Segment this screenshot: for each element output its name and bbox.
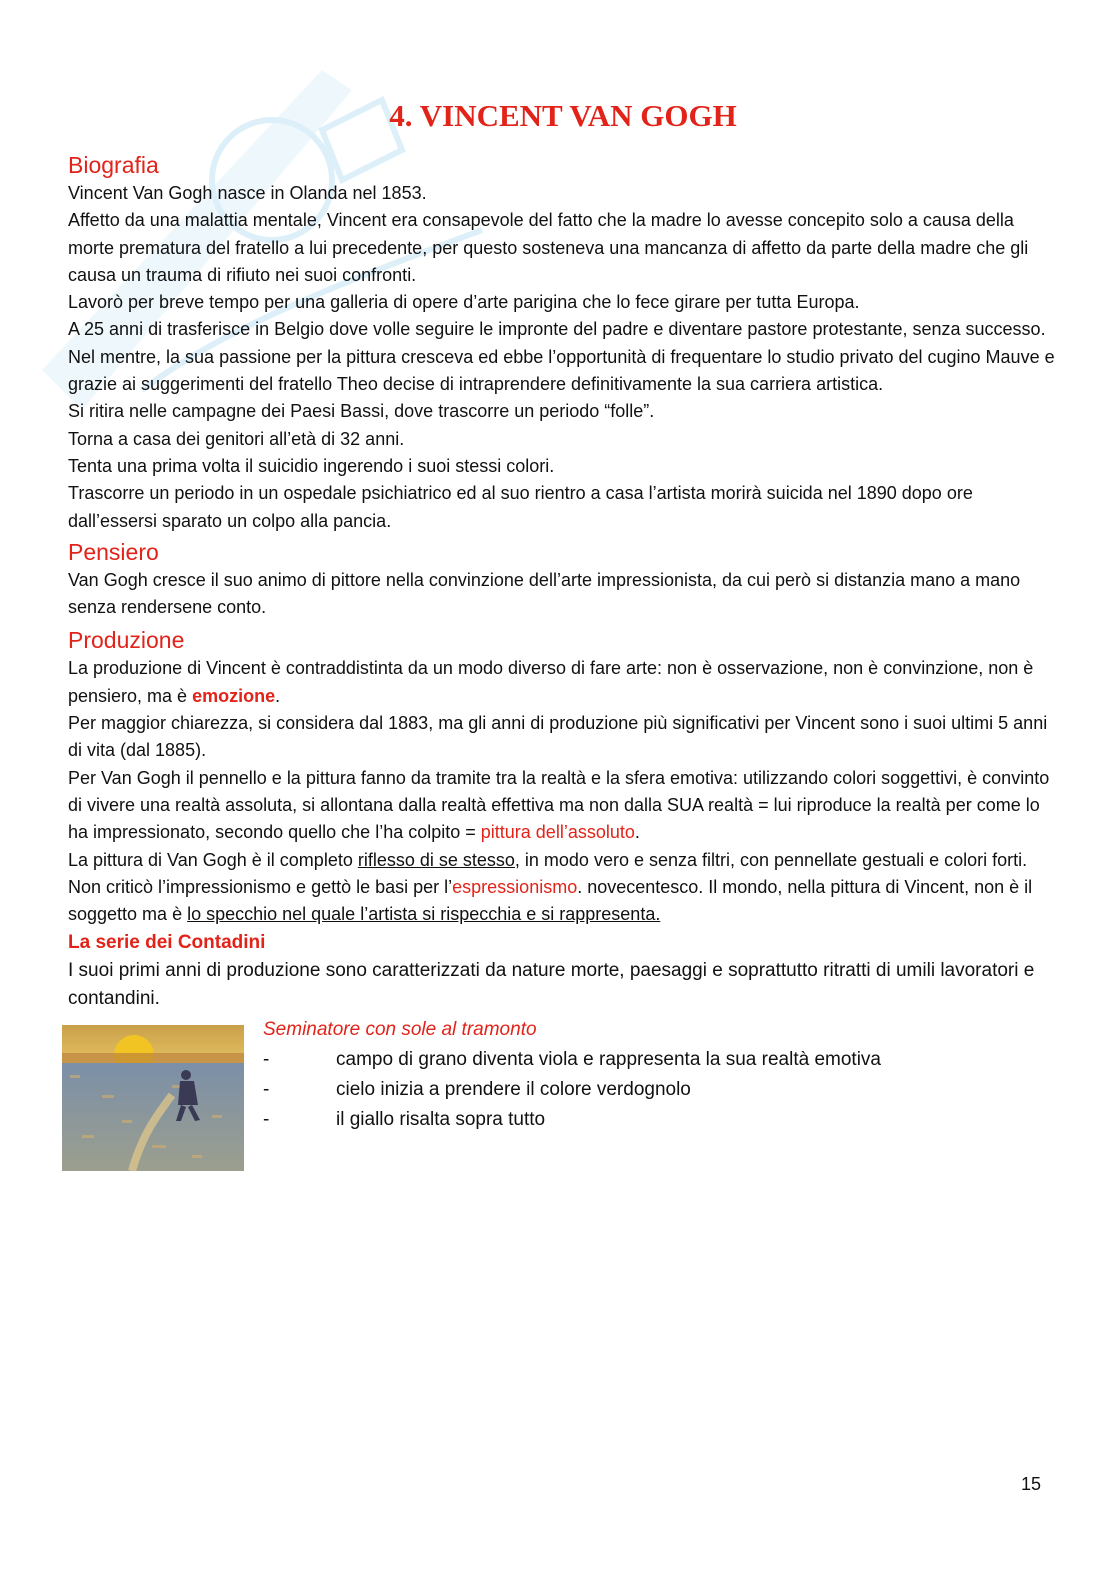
painting-notes: [263, 1015, 1043, 1135]
bullet-dash: -: [263, 1109, 270, 1131]
chapter-title: 4. VINCENT VAN GOGH: [389, 98, 737, 133]
highlight-espressionismo: espressionismo: [452, 876, 578, 897]
page-number: 15: [1020, 1474, 1041, 1494]
section-heading-biografia: Biografia: [68, 152, 159, 178]
paragraph: Tenta una prima volta il suicidio ingerendo i suoi stessi colori.: [68, 455, 555, 476]
text-run: La pittura di Van Gogh è il completo: [68, 849, 358, 870]
paragraph: I suoi primi anni di produzione sono caratterizzati da nature morte, paesaggi e soprattutto ritratti di umili lavoratori e contandini.: [68, 960, 1035, 1010]
paragraph: Trascorre un periodo in un ospedale psichiatrico ed al suo rientro a casa l’artista morirà suicida nel 1890 dopo ore dall’essersi sparato un colpo alla pancia.: [68, 483, 973, 531]
painting-bullets: [263, 1045, 1043, 1135]
text-run: La produzione di Vincent è contraddistinta da un modo diverso di fare arte: non è osservazione, non è convinzione, non è pensiero, ma è: [68, 658, 1034, 706]
section-heading-pensiero: Pensiero: [68, 538, 159, 565]
paragraph: Si ritira nelle campagne dei Paesi Bassi, dove trascorre un periodo “folle”.: [68, 401, 655, 422]
paragraph: Vincent Van Gogh nasce in Olanda nel 1853.: [68, 183, 427, 203]
paragraph: [68, 655, 1058, 710]
section-heading-produzione: Produzione: [68, 627, 185, 654]
bullet-dash: -: [263, 1079, 270, 1101]
text-run: .: [634, 822, 640, 843]
biografia-body: [68, 180, 1058, 535]
text-run: . novecentesco. Il mondo, nella pittura di Vincent, non è il soggetto ma è: [68, 876, 1033, 925]
list-item: [263, 1105, 1043, 1135]
paragraph: Per maggior chiarezza, si considera dal 1883, ma gli anni di produzione più significativi per Vincent sono i suoi ultimi 5 anni di vita (dal 1885).: [68, 713, 1048, 761]
list-item: [263, 1045, 1043, 1075]
text-run: .: [275, 685, 281, 706]
painting-block: [68, 1015, 1058, 1175]
underlined-specchio: lo specchio nel quale l’artista si rispecchia e si rappresenta.: [187, 904, 661, 925]
paragraph: Lavorò per breve tempo per una galleria di opere d’arte parigina che lo fece girare per tutta Europa.: [68, 292, 860, 313]
text-run: Per Van Gogh il pennello e la pittura fanno da tramite tra la realtà e la sfera emotiva: utilizzando colori soggettivi, è convinto di vivere una realtà assoluta, si allontana dalla realtà effettiva ma non dalla SUA realtà = lui riproduce la realtà per come lo ha impressionato, secondo quello che l’ha colpito =: [68, 767, 1050, 843]
bullet-text: cielo inizia a prendere il colore verdognolo: [336, 1079, 691, 1101]
highlight-pittura-assoluto: pittura dell’assoluto: [480, 822, 635, 843]
paragraph: [68, 765, 1058, 847]
highlight-emozione: emozione: [192, 685, 276, 706]
bullet-text: il giallo risalta sopra tutto: [336, 1109, 546, 1131]
paragraph: A 25 anni di trasferisce in Belgio dove volle seguire le impronte del padre e diventare pastore protestante, senza successo.: [68, 319, 1046, 340]
paragraph: Affetto da una malattia mentale, Vincent era consapevole del fatto che la madre lo avesse concepito solo a causa della morte prematura del fratello a lui precedente, per questo sosteneva una mancanza di affetto da parte della madre che gli causa un trauma di rifiuto nei suoi confronti.: [68, 210, 1029, 285]
document-page: [68, 96, 1058, 1175]
text-run: , in modo vero e senza filtri, con pennellate gestuali e colori forti. Non criticò l’impressionismo e gettò le basi per l’: [68, 849, 1028, 897]
bullet-text: campo di grano diventa viola e rappresenta la sua realtà emotiva: [336, 1049, 881, 1071]
painting-image: [62, 1025, 244, 1171]
list-item: [263, 1075, 1043, 1105]
paragraph: [68, 847, 1058, 929]
subsection-heading-contadini: La serie dei Contadini: [68, 932, 266, 954]
bullet-dash: -: [263, 1049, 270, 1071]
paragraph: Nel mentre, la sua passione per la pittura cresceva ed ebbe l’opportunità di frequentare lo studio privato del cugino Mauve e grazie ai suggerimenti del fratello Theo decise di intraprendere definitivamente la sua carriera artistica.: [68, 346, 1055, 395]
paragraph: Van Gogh cresce il suo animo di pittore nella convinzione dell’arte impressionista, da cui però si distanzia mano a mano senza rendersene conto.: [68, 569, 1021, 618]
paragraph: Torna a casa dei genitori all’età di 32 anni.: [68, 428, 405, 449]
painting-title: Seminatore con sole al tramonto: [263, 1019, 537, 1041]
underlined-riflesso: riflesso di se stesso: [357, 849, 515, 870]
